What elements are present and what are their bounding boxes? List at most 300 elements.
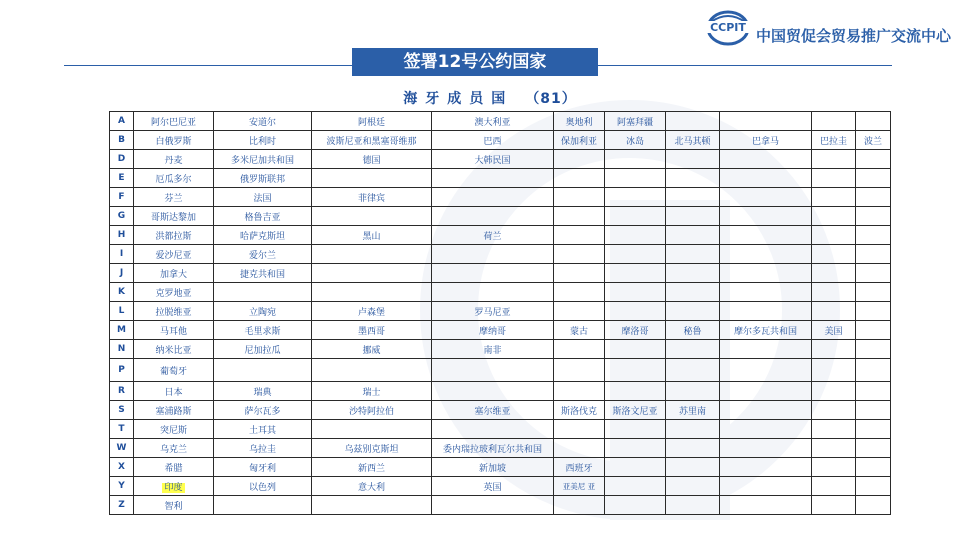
country-cell — [312, 382, 432, 401]
country-cell — [214, 264, 312, 283]
country-name: 白俄罗斯 — [155, 136, 192, 147]
country-cell — [605, 420, 666, 439]
country-cell — [432, 401, 554, 420]
country-name: 比利时 — [248, 136, 276, 147]
country-cell — [605, 496, 666, 515]
country-name: 乌克兰 — [159, 444, 187, 455]
country-cell — [554, 207, 605, 226]
country-cell — [666, 150, 720, 169]
country-cell — [134, 458, 214, 477]
country-cell — [666, 283, 720, 302]
country-cell — [720, 131, 812, 150]
country-cell — [214, 207, 312, 226]
country-cell — [812, 458, 856, 477]
country-cell — [720, 382, 812, 401]
row-letter: P — [110, 359, 134, 382]
country-cell — [720, 401, 812, 420]
country-cell — [720, 188, 812, 207]
table-row — [110, 264, 891, 283]
country-cell — [605, 245, 666, 264]
row-letter: M — [110, 321, 134, 340]
country-cell — [214, 458, 312, 477]
country-cell — [432, 458, 554, 477]
country-name: 爱沙尼亚 — [155, 250, 192, 261]
country-name: 斯洛伐克 — [560, 406, 597, 417]
row-letter: Y — [110, 477, 134, 496]
country-cell — [432, 150, 554, 169]
country-name: 纳米比亚 — [155, 345, 192, 356]
table-row — [110, 439, 891, 458]
country-cell — [605, 458, 666, 477]
country-name: 拉脱维亚 — [155, 307, 192, 318]
country-cell — [312, 359, 432, 382]
country-cell — [666, 401, 720, 420]
country-cell — [214, 340, 312, 359]
table-row — [110, 207, 891, 226]
country-cell — [554, 420, 605, 439]
table-row — [110, 169, 891, 188]
country-cell — [312, 112, 432, 131]
country-name: 荷兰 — [483, 231, 502, 242]
country-cell — [720, 245, 812, 264]
country-cell — [720, 283, 812, 302]
country-cell — [134, 401, 214, 420]
country-name: 黑山 — [362, 231, 381, 242]
country-cell — [134, 496, 214, 515]
country-name: 保加利亚 — [560, 136, 597, 147]
country-cell — [856, 207, 891, 226]
country-cell — [605, 131, 666, 150]
country-cell — [554, 188, 605, 207]
country-name: 萨尔瓦多 — [244, 406, 281, 417]
country-cell — [812, 226, 856, 245]
country-cell — [432, 188, 554, 207]
table-row — [110, 188, 891, 207]
country-name: 西班牙 — [565, 463, 593, 474]
country-cell — [312, 321, 432, 340]
country-cell — [666, 264, 720, 283]
country-cell — [812, 302, 856, 321]
country-cell — [312, 496, 432, 515]
table-row — [110, 458, 891, 477]
country-name: 格鲁吉亚 — [244, 212, 281, 223]
country-cell — [554, 169, 605, 188]
country-name: 美国 — [824, 326, 843, 337]
country-cell — [312, 302, 432, 321]
country-cell — [666, 477, 720, 496]
country-cell — [214, 401, 312, 420]
country-cell — [432, 382, 554, 401]
country-cell — [312, 245, 432, 264]
country-cell — [554, 112, 605, 131]
country-cell — [605, 382, 666, 401]
country-cell — [214, 302, 312, 321]
country-cell — [856, 321, 891, 340]
subtitle — [300, 88, 680, 108]
country-name: 澳大利亚 — [474, 117, 511, 128]
country-cell — [214, 321, 312, 340]
country-cell — [554, 439, 605, 458]
country-name: 苏里南 — [678, 406, 706, 417]
country-name: 秘鲁 — [683, 326, 702, 337]
country-name: 北马其顿 — [674, 136, 711, 147]
country-cell — [312, 340, 432, 359]
country-cell — [605, 340, 666, 359]
logo-text: CCPIT — [710, 21, 746, 34]
country-cell — [432, 207, 554, 226]
country-name: 匈牙利 — [248, 463, 276, 474]
country-name: 法国 — [253, 193, 272, 204]
country-cell — [312, 477, 432, 496]
country-name: 阿根廷 — [357, 117, 385, 128]
table-row — [110, 359, 891, 382]
country-cell — [214, 359, 312, 382]
country-cell — [720, 439, 812, 458]
country-name: 波兰 — [863, 136, 882, 147]
country-cell — [312, 131, 432, 150]
country-name: 奥地利 — [565, 117, 593, 128]
country-cell — [134, 112, 214, 131]
row-letter: I — [110, 245, 134, 264]
country-cell — [432, 112, 554, 131]
country-cell — [666, 496, 720, 515]
country-cell — [666, 226, 720, 245]
country-cell — [666, 112, 720, 131]
country-name: 印度 — [164, 482, 183, 493]
country-cell — [214, 226, 312, 245]
country-cell — [856, 458, 891, 477]
row-letter: E — [110, 169, 134, 188]
table-row — [110, 340, 891, 359]
country-name: 毛里求斯 — [244, 326, 281, 337]
country-cell — [856, 420, 891, 439]
country-cell — [812, 340, 856, 359]
country-cell — [134, 382, 214, 401]
country-cell — [214, 169, 312, 188]
country-name: 哈萨克斯坦 — [239, 231, 285, 242]
table-row — [110, 496, 891, 515]
country-cell — [214, 150, 312, 169]
row-letter: B — [110, 131, 134, 150]
country-cell — [214, 131, 312, 150]
country-name: 德国 — [362, 155, 381, 166]
table-row — [110, 302, 891, 321]
table-row — [110, 382, 891, 401]
country-cell — [432, 283, 554, 302]
country-cell — [605, 188, 666, 207]
country-name: 克罗地亚 — [155, 288, 192, 299]
country-name: 马耳他 — [159, 326, 187, 337]
country-cell — [856, 188, 891, 207]
country-cell — [720, 264, 812, 283]
country-name: 日本 — [164, 387, 183, 398]
country-cell — [134, 226, 214, 245]
country-name: 突尼斯 — [159, 425, 187, 436]
country-cell — [134, 264, 214, 283]
member-countries-table — [109, 111, 891, 515]
country-cell — [134, 131, 214, 150]
country-name: 新加坡 — [478, 463, 506, 474]
country-cell — [666, 302, 720, 321]
row-letter: T — [110, 420, 134, 439]
country-cell — [812, 207, 856, 226]
country-name: 摩尔多瓦共和国 — [733, 326, 797, 337]
row-letter: K — [110, 283, 134, 302]
country-name: 立陶宛 — [248, 307, 276, 318]
country-cell — [214, 112, 312, 131]
country-cell — [856, 359, 891, 382]
country-cell — [134, 439, 214, 458]
country-cell — [134, 207, 214, 226]
country-cell — [214, 439, 312, 458]
country-name: 沙特阿拉伯 — [348, 406, 394, 417]
country-cell — [554, 458, 605, 477]
country-cell — [605, 321, 666, 340]
country-cell — [666, 169, 720, 188]
member-count: （81） — [525, 91, 577, 107]
country-cell — [720, 340, 812, 359]
country-cell — [720, 458, 812, 477]
country-cell — [554, 359, 605, 382]
country-cell — [605, 169, 666, 188]
country-cell — [554, 382, 605, 401]
country-cell — [856, 283, 891, 302]
country-name: 希腊 — [164, 463, 183, 474]
country-name: 冰岛 — [625, 136, 644, 147]
country-cell — [134, 302, 214, 321]
country-cell — [666, 131, 720, 150]
country-cell — [605, 283, 666, 302]
country-cell — [666, 340, 720, 359]
row-letter: W — [110, 439, 134, 458]
country-cell — [812, 420, 856, 439]
country-cell — [856, 302, 891, 321]
country-cell — [134, 245, 214, 264]
country-name: 斯洛文尼亚 — [612, 406, 658, 417]
country-cell — [856, 112, 891, 131]
country-cell — [812, 321, 856, 340]
table-row — [110, 283, 891, 302]
country-name: 南非 — [483, 345, 502, 356]
country-cell — [554, 302, 605, 321]
country-cell — [134, 321, 214, 340]
country-cell — [554, 283, 605, 302]
country-cell — [214, 245, 312, 264]
country-cell — [134, 340, 214, 359]
country-cell — [312, 283, 432, 302]
country-cell — [666, 439, 720, 458]
country-cell — [554, 340, 605, 359]
country-cell — [856, 131, 891, 150]
country-cell — [812, 439, 856, 458]
country-cell — [134, 477, 214, 496]
country-name: 塞尔维亚 — [474, 406, 511, 417]
country-cell — [856, 169, 891, 188]
country-name: 以色列 — [248, 482, 276, 493]
country-name: 罗马尼亚 — [474, 307, 511, 318]
country-name: 土耳其 — [248, 425, 276, 436]
country-cell — [605, 401, 666, 420]
country-cell — [605, 112, 666, 131]
country-cell — [856, 150, 891, 169]
country-cell — [720, 321, 812, 340]
country-name: 阿塞拜疆 — [616, 117, 653, 128]
table-row — [110, 420, 891, 439]
country-name: 蒙古 — [569, 326, 588, 337]
country-cell — [432, 169, 554, 188]
row-letter: X — [110, 458, 134, 477]
country-name: 葡萄牙 — [159, 366, 187, 377]
country-cell — [812, 112, 856, 131]
country-name: 卢森堡 — [357, 307, 385, 318]
row-letter: F — [110, 188, 134, 207]
country-cell — [134, 150, 214, 169]
country-cell — [720, 359, 812, 382]
country-cell — [432, 496, 554, 515]
country-cell — [856, 245, 891, 264]
country-cell — [856, 340, 891, 359]
ccpit-logo-icon — [703, 8, 753, 48]
country-cell — [605, 150, 666, 169]
country-cell — [812, 131, 856, 150]
row-letter: R — [110, 382, 134, 401]
country-name: 俄罗斯联邦 — [239, 174, 285, 185]
row-letter: S — [110, 401, 134, 420]
country-cell — [812, 382, 856, 401]
country-cell — [134, 359, 214, 382]
country-cell — [720, 477, 812, 496]
country-name: 尼加拉瓜 — [244, 345, 281, 356]
country-name: 摩洛哥 — [621, 326, 649, 337]
country-cell — [856, 401, 891, 420]
country-cell — [856, 382, 891, 401]
country-name: 哥斯达黎加 — [150, 212, 196, 223]
country-cell — [605, 207, 666, 226]
country-name: 瑞典 — [253, 387, 272, 398]
country-cell — [554, 496, 605, 515]
country-cell — [812, 188, 856, 207]
country-cell — [312, 264, 432, 283]
country-cell — [812, 496, 856, 515]
country-cell — [812, 245, 856, 264]
org-name: 中国贸促会贸易推广交流中心 — [756, 27, 952, 45]
country-cell — [812, 150, 856, 169]
country-cell — [666, 321, 720, 340]
country-name: 挪威 — [362, 345, 381, 356]
country-cell — [812, 264, 856, 283]
country-cell — [214, 420, 312, 439]
table-row — [110, 131, 891, 150]
country-cell — [812, 477, 856, 496]
country-cell — [554, 245, 605, 264]
country-cell — [605, 439, 666, 458]
country-cell — [554, 226, 605, 245]
country-cell — [554, 150, 605, 169]
country-cell — [720, 207, 812, 226]
country-cell — [312, 439, 432, 458]
country-cell — [312, 169, 432, 188]
country-cell — [214, 496, 312, 515]
country-cell — [720, 112, 812, 131]
row-letter: Z — [110, 496, 134, 515]
country-cell — [856, 264, 891, 283]
country-name: 安道尔 — [248, 117, 276, 128]
country-cell — [432, 359, 554, 382]
table-row — [110, 245, 891, 264]
country-name: 新西兰 — [357, 463, 385, 474]
country-cell — [720, 302, 812, 321]
country-name: 亚美尼 亚 — [562, 481, 596, 491]
country-name: 瑞士 — [362, 387, 381, 398]
country-cell — [432, 420, 554, 439]
country-cell — [312, 458, 432, 477]
country-name: 巴拿马 — [751, 136, 779, 147]
country-cell — [554, 264, 605, 283]
row-letter: J — [110, 264, 134, 283]
country-cell — [856, 439, 891, 458]
country-name: 阿尔巴尼亚 — [150, 117, 196, 128]
country-name: 摩纳哥 — [478, 326, 506, 337]
row-letter: N — [110, 340, 134, 359]
country-name: 厄瓜多尔 — [155, 174, 192, 185]
country-cell — [856, 226, 891, 245]
country-cell — [432, 245, 554, 264]
country-name: 多米尼加共和国 — [230, 155, 294, 166]
country-name: 巴拉圭 — [819, 136, 847, 147]
country-name: 加拿大 — [159, 269, 187, 280]
page-title: 签署12号公约国家 — [352, 48, 598, 76]
subtitle-label: 海牙成员国 — [403, 91, 514, 107]
country-name: 波斯尼亚和黑塞哥维那 — [326, 136, 417, 147]
country-cell — [666, 420, 720, 439]
country-cell — [720, 150, 812, 169]
table-row — [110, 477, 891, 496]
country-cell — [312, 207, 432, 226]
country-cell — [812, 359, 856, 382]
country-name: 捷克共和国 — [239, 269, 285, 280]
country-name: 丹麦 — [164, 155, 183, 166]
country-name: 意大利 — [357, 482, 385, 493]
country-name: 菲律宾 — [357, 193, 385, 204]
country-cell — [312, 150, 432, 169]
country-cell — [554, 321, 605, 340]
row-letter: H — [110, 226, 134, 245]
country-cell — [812, 169, 856, 188]
country-cell — [432, 340, 554, 359]
country-cell — [720, 169, 812, 188]
country-name: 墨西哥 — [357, 326, 385, 337]
country-cell — [812, 401, 856, 420]
country-cell — [134, 420, 214, 439]
country-cell — [312, 401, 432, 420]
country-name: 乌拉圭 — [248, 444, 276, 455]
country-cell — [214, 477, 312, 496]
country-cell — [214, 283, 312, 302]
country-cell — [312, 226, 432, 245]
country-cell — [432, 226, 554, 245]
country-cell — [432, 477, 554, 496]
country-cell — [214, 188, 312, 207]
country-name: 英国 — [483, 482, 502, 493]
country-name: 委内瑞拉玻利瓦尔共和国 — [442, 444, 542, 455]
country-cell — [134, 188, 214, 207]
country-cell — [432, 321, 554, 340]
country-name: 塞浦路斯 — [155, 406, 192, 417]
table-row — [110, 112, 891, 131]
country-cell — [312, 420, 432, 439]
country-cell — [720, 226, 812, 245]
country-cell — [856, 477, 891, 496]
